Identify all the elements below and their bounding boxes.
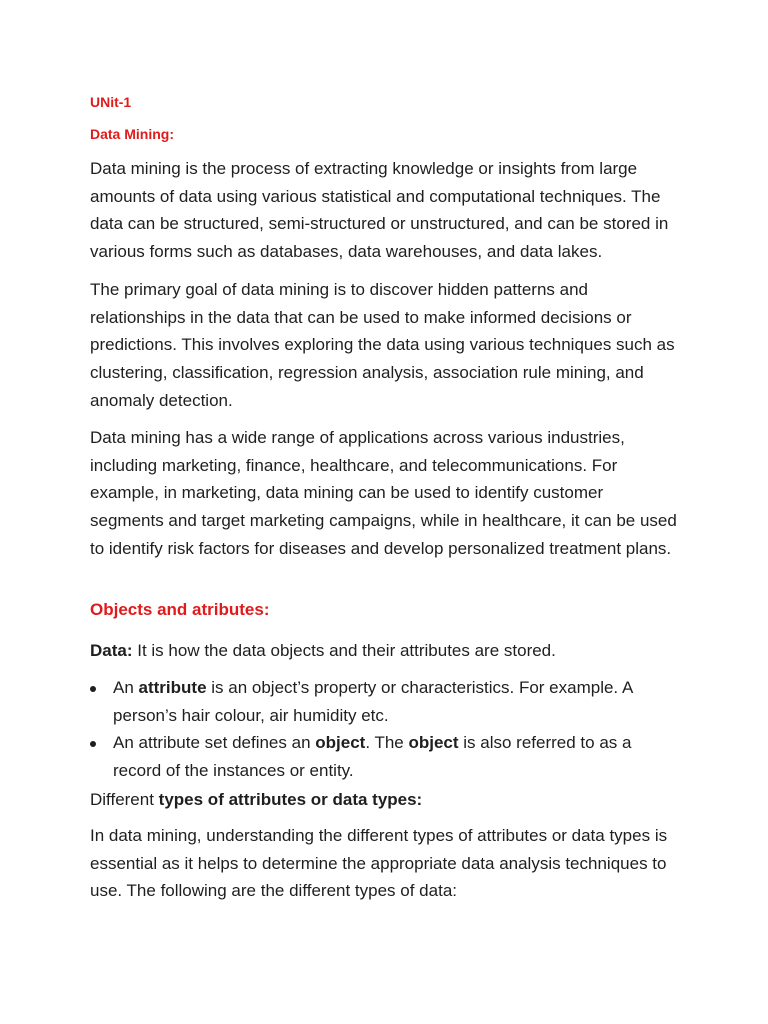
paragraph-goal: The primary goal of data mining is to discover hidden patterns and relationships in the data that can be used to make informed decisions or predictions. This involves exploring the data using various techniques such as clustering, classification, regression analysis, association rule mining, and anomaly detection. — [90, 280, 675, 410]
paragraph-intro: Data mining is the process of extracting knowledge or insights from large amounts of data using various statistical and computational techniques. The data can be structured, semi-structured or unstructured, and can be stored in various forms such as databases, data warehouses, and data lakes. — [90, 159, 669, 262]
types-line-text: Different — [90, 790, 159, 809]
bullet-text: is also referred to as a record of the instances or entity. — [113, 733, 632, 781]
bullet-text: An — [113, 678, 139, 697]
bullet-bold: object — [408, 733, 459, 753]
data-label: Data: — [90, 641, 133, 660]
bullet-icon — [90, 686, 96, 692]
bullet-bold: attribute — [138, 678, 207, 697]
attribute-list — [90, 674, 680, 785]
bullet-icon — [90, 741, 96, 747]
data-definition — [90, 637, 680, 665]
bullet-text: . The — [365, 733, 409, 753]
unit-label: UNit-1 — [90, 94, 132, 110]
paragraph-types-intro: In data mining, understanding the different types of attributes or data types is essential as it helps to determine the appropriate data analysis techniques to use. The following are the different types of data: — [90, 826, 668, 901]
paragraph-applications: Data mining has a wide range of applications across various industries, including marketing, finance, healthcare, and telecommunications. For example, in marketing, data mining can be used to identify customer segments and target marketing campaigns, while in healthcare, it can be used to identify risk factors for diseases and develop personalized treatment plans. — [90, 428, 677, 558]
bullet-bold: object — [315, 733, 366, 753]
objects-heading: Objects and atributes: — [90, 600, 270, 619]
list-item — [90, 674, 680, 729]
data-definition-text: It is how the data objects and their attributes are stored. — [132, 641, 556, 660]
list-item — [90, 729, 680, 784]
bullet-text: An attribute set defines an — [113, 733, 316, 753]
types-line — [90, 786, 680, 814]
section-title: Data Mining: — [90, 126, 174, 142]
types-line-bold: types of attributes or data types: — [158, 790, 423, 809]
bullet-text: is an object’s property or characteristics. For example. A person’s hair colour, air humidity etc. — [113, 678, 633, 725]
